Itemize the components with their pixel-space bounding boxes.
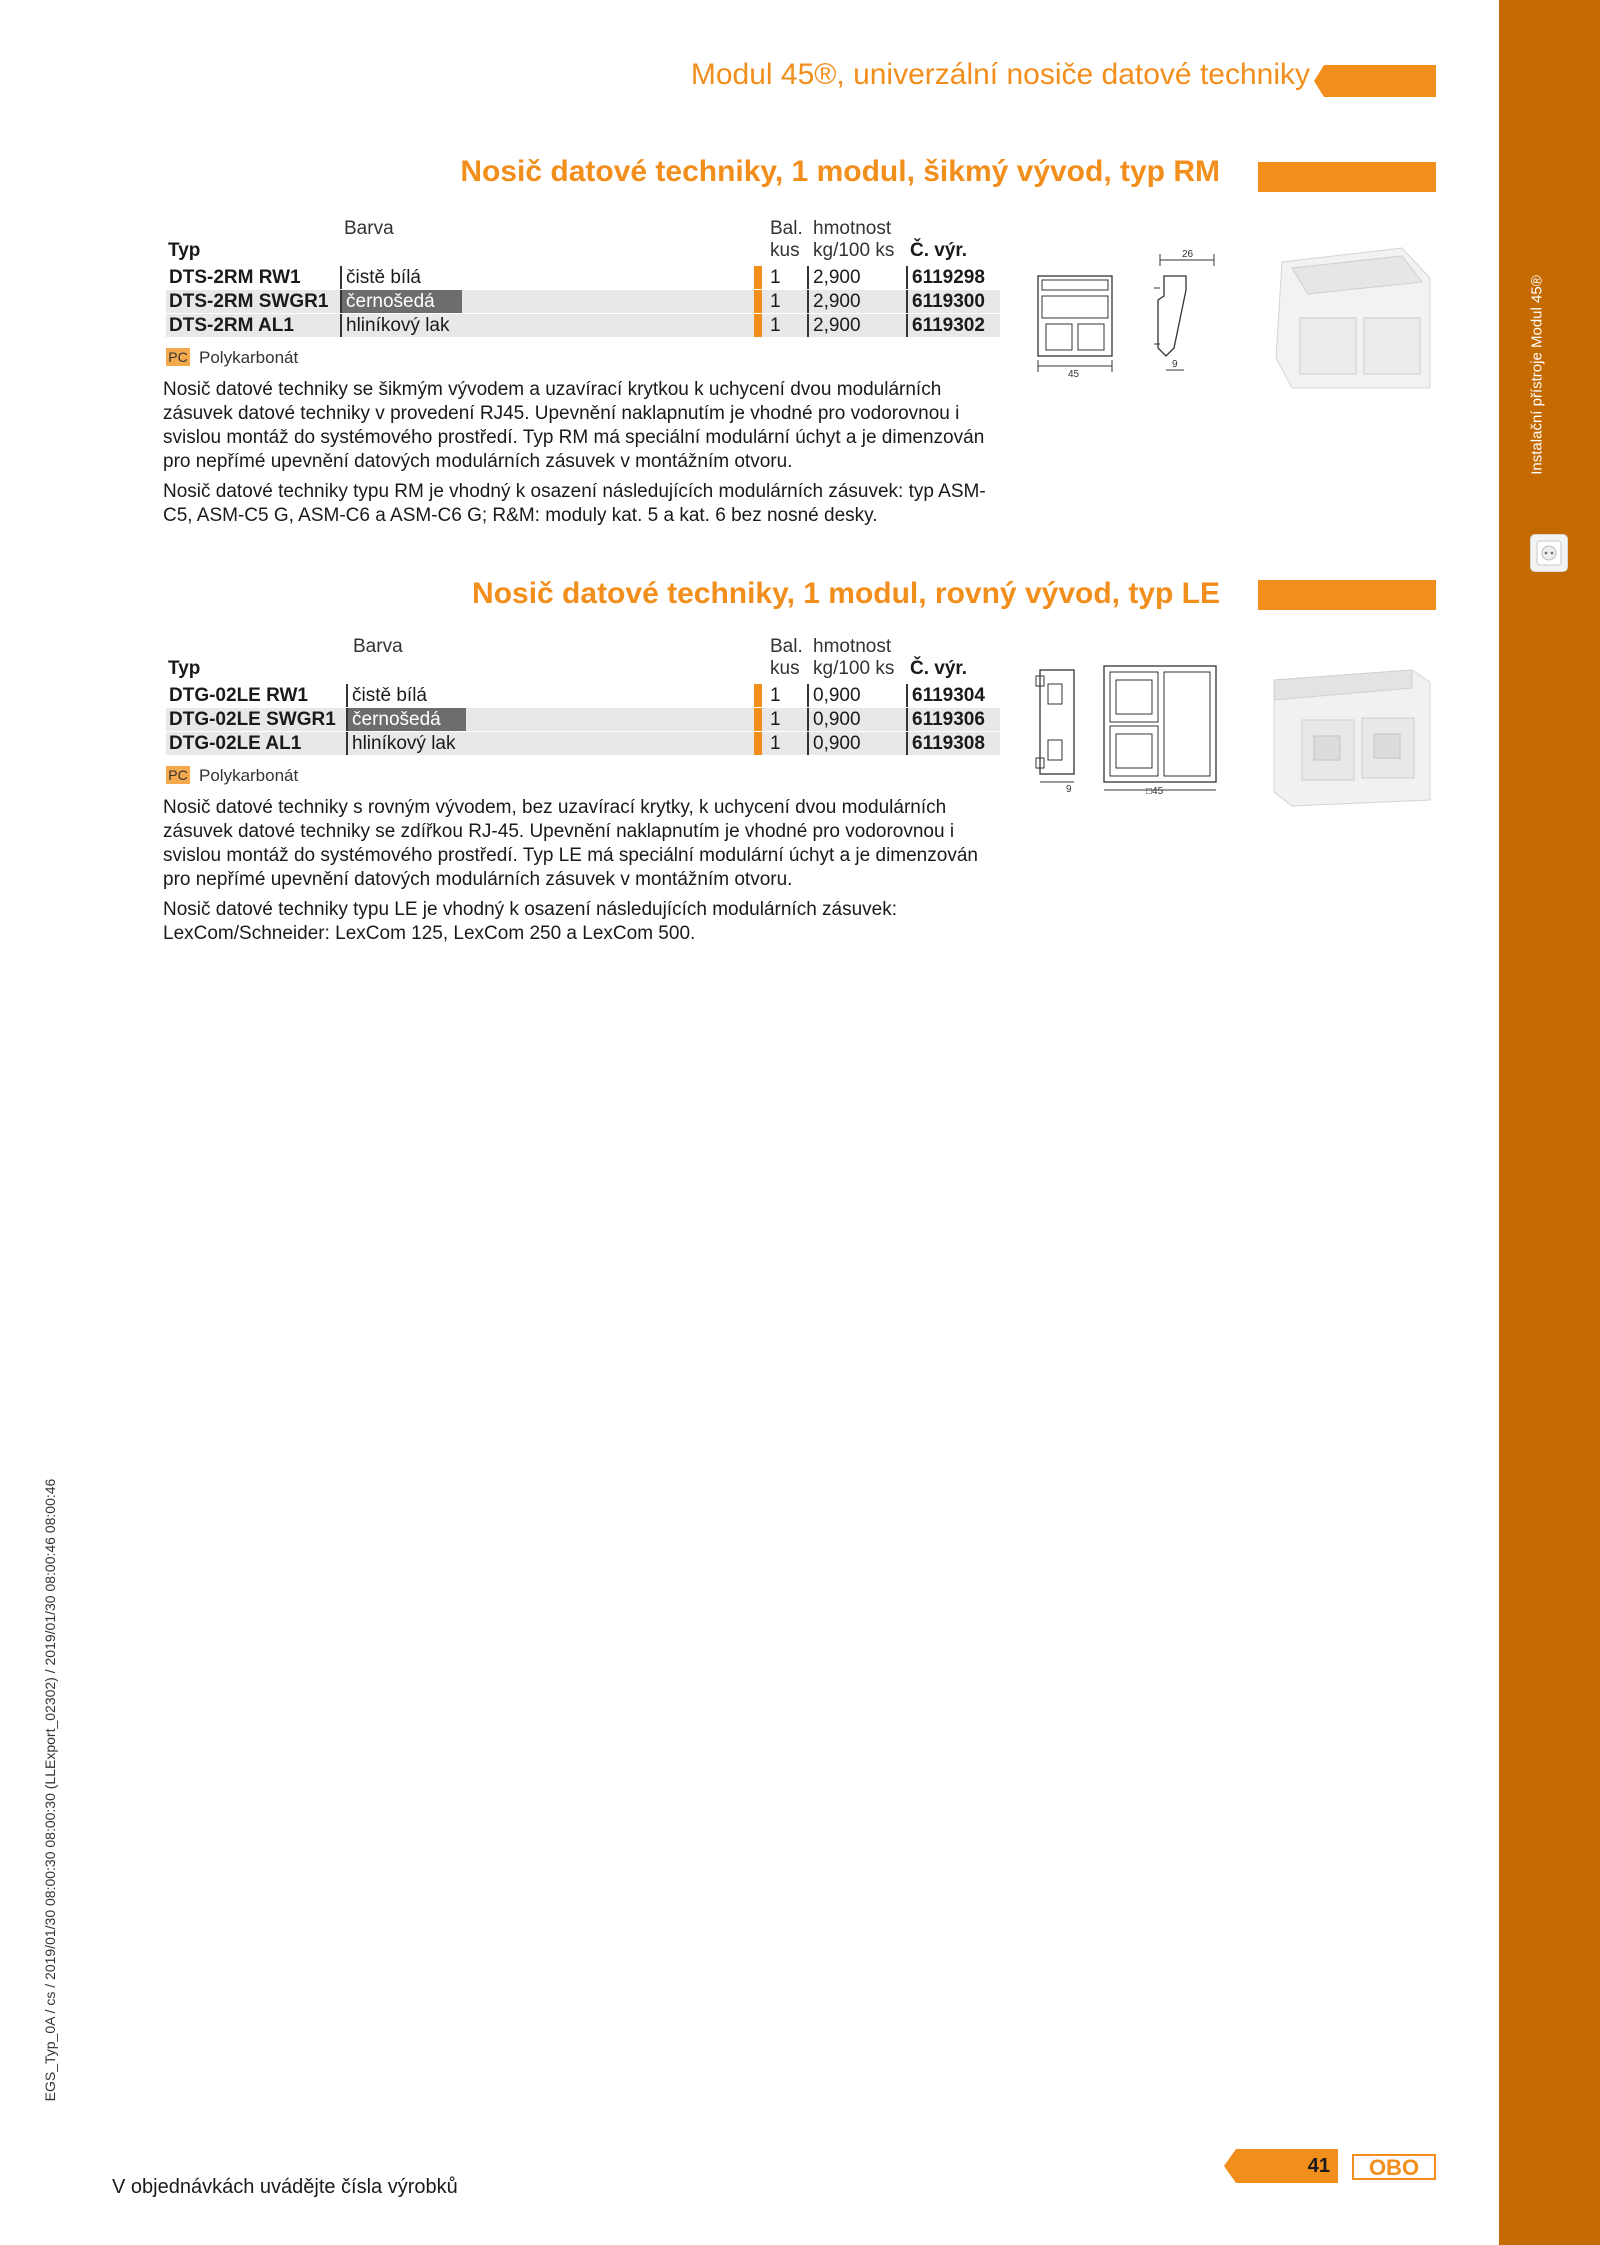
technical-drawing-le <box>1034 660 1220 800</box>
obo-logo <box>1352 2150 1436 2184</box>
section-bar-rm <box>1258 162 1436 192</box>
section-description: Nosič datové techniky se šikmým vývodem a uzavírací krytkou k uchycení dvou modulárních zásuvek datové techniky v provedení RJ45. Upevnění naklapnutím je vhodné pro vodorovnou i svislou montáž do systémového prostředí. Typ RM má speciální modulární úchyt a je dimenzován pro nepřímé upevnění datových modulárních zásuvek v montážním otvoru. Nosič datové techniky typu RM je vhodný k osazení následujících modulárních zásuvek: typ ASM-C5, ASM-C5 G, ASM-C6 a ASM-C6 G; R&M: moduly kat. 5 a kat. 6 bez nosné desky. <box>163 379 986 526</box>
material-badge: PC <box>166 348 190 366</box>
col-hmotnost: hmotnost <box>813 218 892 239</box>
dim-45: 45 <box>1068 369 1080 380</box>
col-typ: Typ <box>168 240 201 261</box>
table-row: DTG-02LE AL1 hliníkový lak 1 0,900 6119308 <box>166 732 1000 755</box>
table-row: DTS-2RM AL1 hliníkový lak 1 2,900 6119302 <box>166 314 1000 337</box>
product-photo-rm <box>1262 238 1442 398</box>
col-vyr: Č. výr. <box>910 658 968 679</box>
footer-note: V objednávkách uvádějte čísla výrobků <box>112 2176 458 2198</box>
dim-9: 9 <box>1172 359 1178 370</box>
table-row: DTG-02LE RW1 čistě bílá 1 0,900 6119304 <box>166 684 1000 707</box>
technical-drawing-rm <box>1034 240 1220 390</box>
col-kus: kus <box>770 658 800 679</box>
col-kg: kg/100 ks <box>813 240 895 261</box>
table-row: DTS-2RM SWGR1 černošedá 1 2,900 6119300 <box>166 290 1000 313</box>
col-barva: Barva <box>353 636 403 657</box>
table-row: DTG-02LE SWGR1 černošedá 1 0,900 6119306 <box>166 708 1000 731</box>
socket-icon <box>1530 534 1568 572</box>
section-title-rm: Nosič datové techniky, 1 modul, šikmý vývod, typ RM <box>460 155 1220 188</box>
product-photo-le <box>1262 660 1442 810</box>
col-bal: Bal. <box>770 636 803 657</box>
material-name: Polykarbonát <box>199 766 299 785</box>
col-barva: Barva <box>344 218 394 239</box>
page-number: 41 <box>1307 2155 1330 2177</box>
col-typ: Typ <box>168 658 201 679</box>
header-tab-marker <box>1324 65 1436 97</box>
svg-text:OBO: OBO <box>1368 2155 1420 2180</box>
section-title-le: Nosič datové techniky, 1 modul, rovný vývod, typ LE <box>472 577 1220 610</box>
print-meta: EGS_Typ_0A / cs / 2019/01/30 08:00:30 08:00:30 (LLExport_02302) / 2019/01/30 08:00:46 08:00:46 <box>42 1478 58 2102</box>
dim-45: □45 <box>1146 786 1164 797</box>
material-badge: PC <box>166 766 190 784</box>
dim-9: 9 <box>1066 784 1072 795</box>
section-bar-le <box>1258 580 1436 610</box>
col-kus: kus <box>770 240 800 261</box>
col-vyr: Č. výr. <box>910 240 968 261</box>
dim-26: 26 <box>1182 249 1194 260</box>
page-header-title: Modul 45®, univerzální nosiče datové techniky <box>690 58 1310 91</box>
material-name: Polykarbonát <box>199 348 299 367</box>
sidebar-category-label: Instalační přístroje Modul 45® <box>1528 275 1546 475</box>
col-kg: kg/100 ks <box>813 658 895 679</box>
col-hmotnost: hmotnost <box>813 636 892 657</box>
col-bal: Bal. <box>770 218 803 239</box>
section-description: Nosič datové techniky s rovným vývodem, bez uzavírací krytky, k uchycení dvou modulárních zásuvek datové techniky se zdířkou RJ-45. Upevnění naklapnutím je vhodné pro vodorovnou i svislou montáž do systémového prostředí. Typ LE má speciální modulární úchyt a je dimenzován pro nepřímé upevnění datových modulárních zásuvek v montážním otvoru. Nosič datové techniky typu LE je vhodný k osazení následujících modulárních zásuvek: LexCom/Schneider: LexCom 125, LexCom 250 a LexCom 500. <box>163 797 978 944</box>
table-row: DTS-2RM RW1 čistě bílá 1 2,900 6119298 <box>166 266 1000 289</box>
